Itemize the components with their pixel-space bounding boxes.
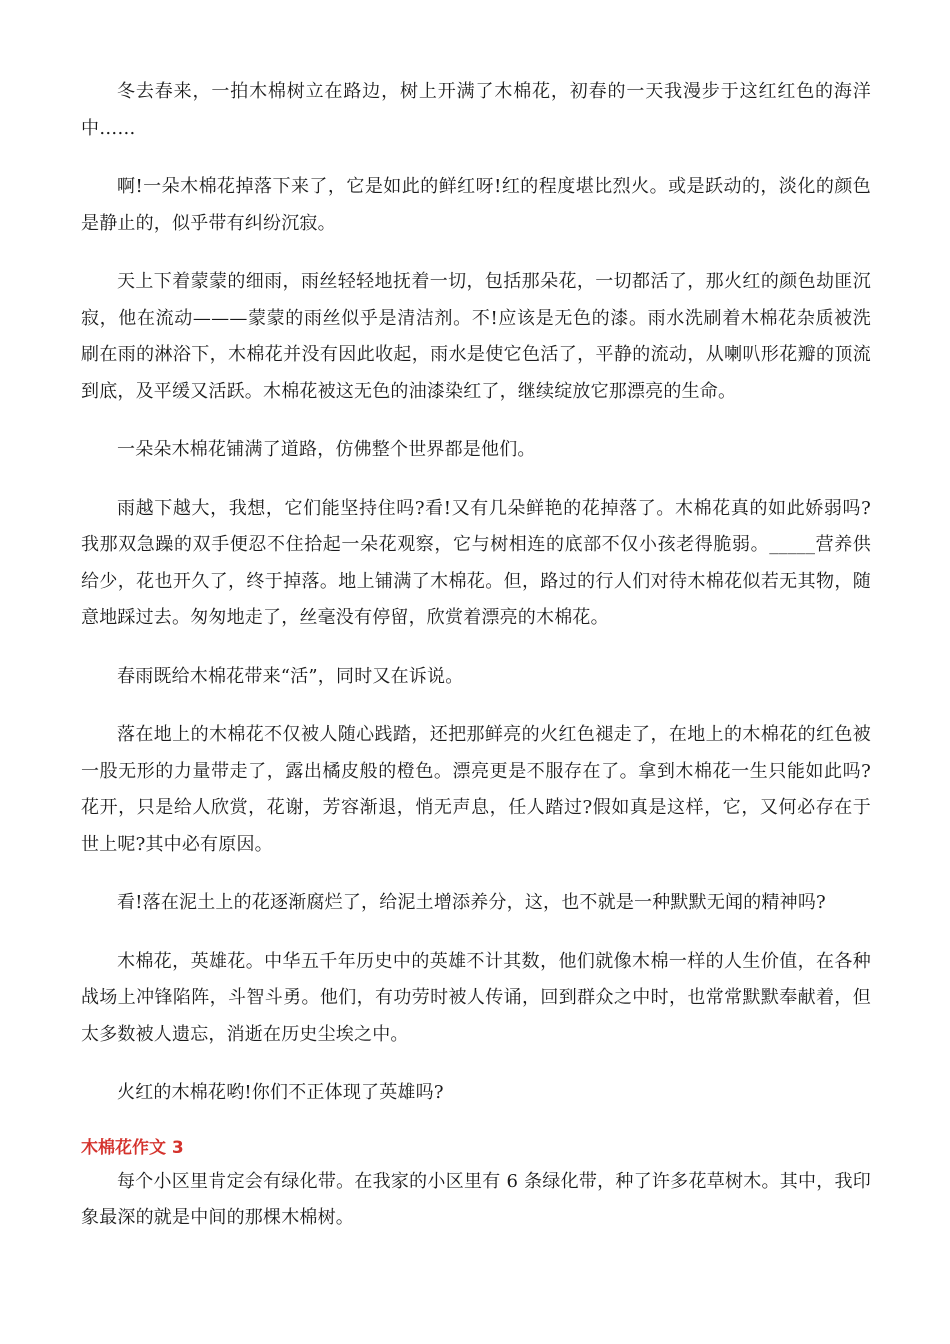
section-heading: 木棉花作文 3 bbox=[81, 1137, 184, 1158]
paragraph-2: 啊!一朵木棉花掉落下来了，它是如此的鲜红呀!红的程度堪比烈火。或是跃动的，淡化的颜色是静止的，似乎带有纠纷沉寂。 bbox=[81, 176, 871, 234]
paragraph-9: 木棉花，英雄花。中华五千年历史中的英雄不计其数，他们就像木棉一样的人生价值，在各种战场上冲锋陷阵，斗智斗勇。他们，有功劳时被人传诵，回到群众之中时，也常常默默奉献着，但太多数被人遗忘，消逝在历史尘埃之中。 bbox=[81, 950, 871, 1045]
paragraph-11: 每个小区里肯定会有绿化带。在我家的小区里有 6 条绿化带，种了许多花草树木。其中，我印象最深的就是中间的那棵木棉树。 bbox=[81, 1170, 871, 1228]
paragraph-8: 看!落在泥土上的花逐渐腐烂了，给泥土增添养分，这，也不就是一种默默无闻的精神吗? bbox=[117, 892, 826, 913]
document-body bbox=[81, 74, 871, 1259]
paragraph-7: 落在地上的木棉花不仅被人随心践踏，还把那鲜亮的火红色褪走了，在地上的木棉花的红色被一股无形的力量带走了，露出橘皮般的橙色。漂亮更是不服存在了。拿到木棉花一生只能如此吗?花开，只是给人欣赏，花谢，芳容渐退，悄无声息，任人踏过?假如真是这样，它，又何必存在于世上呢?其中必有原因。 bbox=[81, 724, 871, 855]
paragraph-6: 春雨既给木棉花带来“活”，同时又在诉说。 bbox=[117, 665, 464, 687]
paragraph-4: 一朵朵木棉花铺满了道路，仿佛整个世界都是他们。 bbox=[117, 439, 536, 460]
paragraph-3: 天上下着蒙蒙的细雨，雨丝轻轻地抚着一切，包括那朵花，一切都活了，那火红的颜色劫匪沉寂，他在流动———蒙蒙的雨丝似乎是清洁剂。不!应该是无色的漆。雨水洗刷着木棉花杂质被洗刷在雨的淋浴下，木棉花并没有因此收起，雨水是使它色活了，平静的流动，从喇叭形花瓣的顶流到底，及平缓又活跃。木棉花被这无色的油漆染红了，继续绽放它那漂亮的生命。 bbox=[81, 271, 871, 402]
paragraph-5: 雨越下越大，我想，它们能坚持住吗?看!又有几朵鲜艳的花掉落了。木棉花真的如此娇弱吗?我那双急躁的双手便忍不住拾起一朵花观察，它与树相连的底部不仅小孩老得脆弱。_____营养供给少，花也开久了，终于掉落。地上铺满了木棉花。但，路过的行人们对待木棉花似若无其物，随意地踩过去。匆匆地走了，丝毫没有停留，欣赏着漂亮的木棉花。 bbox=[81, 497, 871, 628]
paragraph-10: 火红的木棉花哟!你们不正体现了英雄吗? bbox=[117, 1082, 444, 1103]
paragraph-1: 冬去春来，一拍木棉树立在路边，树上开满了木棉花，初春的一天我漫步于这红红色的海洋中…… bbox=[81, 81, 871, 139]
